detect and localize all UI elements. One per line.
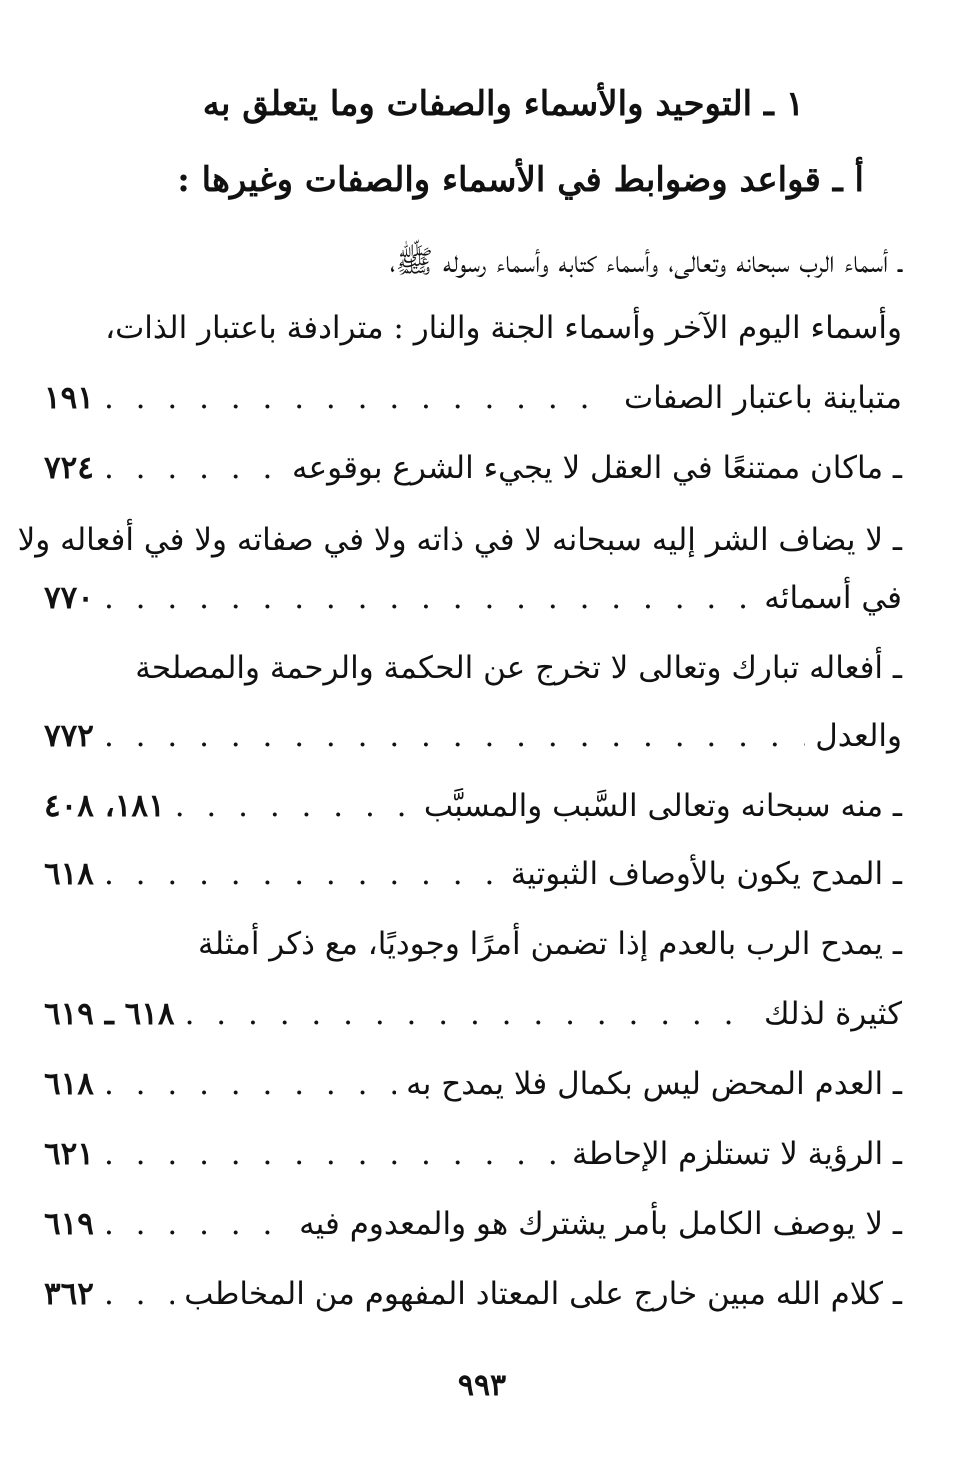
leader-dots bbox=[104, 1196, 289, 1252]
leader-dots bbox=[104, 1056, 396, 1112]
entry-text: والعدل bbox=[815, 718, 902, 754]
index-entry bbox=[44, 1266, 902, 1322]
page-ref: ٦١٨ bbox=[44, 1066, 94, 1102]
index-entry bbox=[44, 570, 902, 626]
index-entry bbox=[44, 846, 902, 902]
entry-text: ـ العدم المحض ليس بكمال فلا يمدح به bbox=[406, 1066, 902, 1102]
page-ref: ٧٧٢ bbox=[44, 718, 94, 754]
index-entry bbox=[44, 708, 902, 764]
leader-dots bbox=[104, 440, 282, 496]
page-ref: ٣٦٢ bbox=[44, 1276, 94, 1312]
index-entry bbox=[44, 1056, 902, 1112]
leader-dots bbox=[104, 570, 754, 626]
section-title: ١ ـ التوحيد والأسماء والصفات وما يتعلق به bbox=[202, 84, 804, 124]
index-entry bbox=[44, 440, 902, 496]
index-entry bbox=[44, 370, 902, 426]
leader-dots bbox=[104, 370, 614, 426]
index-entry-line: وأسماء اليوم الآخر وأسماء الجنة والنار : مترادفة باعتبار الذات، bbox=[105, 310, 902, 346]
leader-dots bbox=[104, 708, 805, 764]
page-ref: ٧٧٠ bbox=[44, 580, 94, 616]
page-ref: ١٨١، ٤٠٨ bbox=[44, 788, 165, 824]
page-ref: ٦٢١ bbox=[44, 1136, 94, 1172]
page-ref: ٦١٩ bbox=[44, 1206, 94, 1242]
page-ref: ٦١٨ bbox=[44, 856, 94, 892]
page-ref: ٧٢٤ bbox=[44, 450, 94, 486]
index-entry-line: ـ أسماء الرب سبحانه وتعالى، وأسماء كتابه وأسماء رسوله ﷺ، bbox=[389, 244, 902, 280]
entry-text: ـ منه سبحانه وتعالى السَّبب والمسبَّب bbox=[423, 788, 902, 824]
page-ref: ١٩١ bbox=[44, 380, 94, 416]
page-ref: ٦١٨ ـ ٦١٩ bbox=[44, 996, 175, 1032]
index-entry-line: ـ لا يضاف الشر إليه سبحانه لا في ذاته ولا في صفاته ولا في أفعاله ولا bbox=[17, 522, 902, 558]
leader-dots bbox=[104, 846, 501, 902]
index-entry bbox=[44, 986, 902, 1042]
entry-text: ـ لا يوصف الكامل بأمر يشترك هو والمعدوم فيه bbox=[299, 1206, 902, 1242]
entry-text: ـ المدح يكون بالأوصاف الثبوتية bbox=[510, 856, 902, 892]
entry-text: كثيرة لذلك bbox=[764, 996, 902, 1032]
leader-dots bbox=[104, 1266, 174, 1322]
page-number: ٩٩٣ bbox=[457, 1368, 507, 1403]
entry-text: ـ الرؤية لا تستلزم الإحاطة bbox=[572, 1136, 902, 1172]
leader-dots bbox=[175, 778, 414, 834]
subsection-title: أ ـ قواعد وضوابط في الأسماء والصفات وغيرها : bbox=[177, 160, 864, 200]
leader-dots bbox=[185, 986, 754, 1042]
index-entry bbox=[44, 1196, 902, 1252]
entry-text: ـ كلام الله مبين خارج على المعتاد المفهوم من المخاطب bbox=[184, 1276, 902, 1312]
index-entry bbox=[44, 778, 902, 834]
index-entry bbox=[44, 1126, 902, 1182]
entry-text: في أسمائه bbox=[764, 580, 902, 616]
leader-dots bbox=[104, 1126, 562, 1182]
entry-text: متباينة باعتبار الصفات bbox=[623, 380, 902, 416]
index-entry-line: ـ أفعاله تبارك وتعالى لا تخرج عن الحكمة والرحمة والمصلحة bbox=[135, 650, 902, 686]
entry-text: ـ ماكان ممتنعًا في العقل لا يجيء الشرع بوقوعه bbox=[291, 450, 902, 486]
index-entry-line: ـ يمدح الرب بالعدم إذا تضمن أمرًا وجوديًا، مع ذكر أمثلة bbox=[198, 926, 902, 962]
